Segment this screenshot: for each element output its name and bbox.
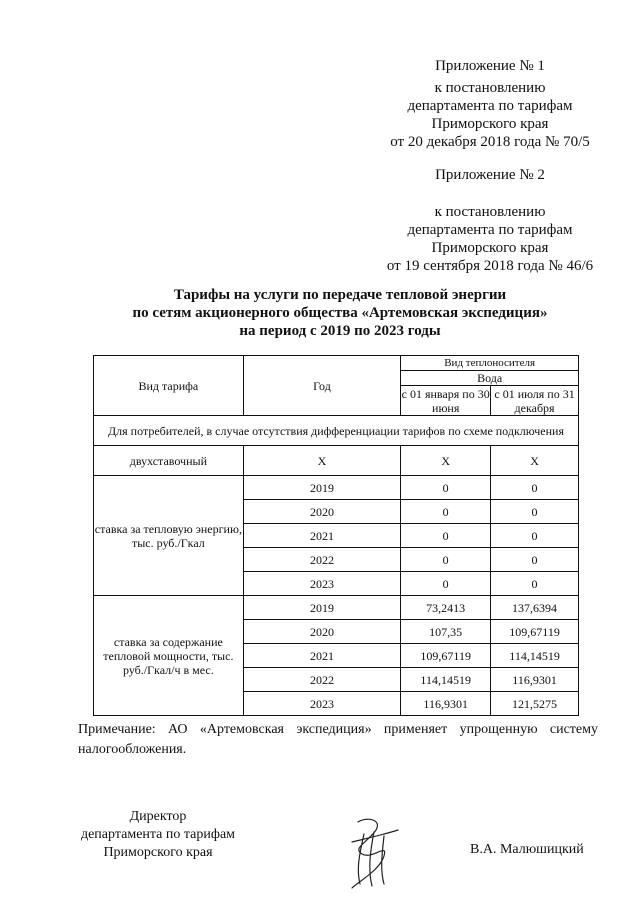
energy-p2: 0: [491, 524, 579, 548]
signer-title-line2: департамента по тарифам: [80, 827, 236, 842]
energy-year: 2022: [243, 548, 401, 572]
energy-p1: 0: [401, 524, 491, 548]
note-paragraph: Примечание: АО «Артемовская экспедиция» применяет упрощенную систему налогообложения.: [78, 722, 598, 757]
signer-title-line1: Директор: [129, 809, 187, 824]
capacity-p1: 116,9301: [401, 692, 491, 716]
appendix-2-line1: к постановлению: [434, 204, 546, 220]
title-line1: Тарифы на услуги по передаче тепловой энергии: [173, 287, 507, 303]
capacity-year: 2022: [243, 668, 401, 692]
title-line3: на период с 2019 по 2023 годы: [239, 323, 441, 339]
header-period-2: с 01 июля по 31 декабря: [491, 386, 579, 416]
appendix-1-line1: к постановлению: [434, 80, 546, 96]
energy-year: 2019: [243, 476, 401, 500]
consumers-row: Для потребителей, в случае отсутствия дифференциации тарифов по схеме подключения: [94, 416, 579, 446]
appendix-2-line3: Приморского края: [431, 240, 549, 256]
appendix-2-line4: от 19 сентября 2018 года № 46/6: [386, 258, 594, 274]
capacity-p2: 116,9301: [491, 668, 579, 692]
capacity-p2: 109,67119: [491, 620, 579, 644]
capacity-p1: 109,67119: [401, 644, 491, 668]
capacity-p2: 121,5275: [491, 692, 579, 716]
appendix-2-heading: Приложение № 2: [435, 167, 545, 183]
handwritten-signature: [338, 812, 408, 892]
appendix-1-line4: от 20 декабря 2018 года № 70/5: [390, 134, 590, 150]
two-part-label: двухставочный: [94, 446, 244, 476]
energy-rate-label: ставка за тепловую энергию, тыс. руб./Гкал: [94, 476, 244, 596]
header-year: Год: [243, 356, 401, 416]
table-row: [94, 476, 579, 500]
capacity-year: 2019: [243, 596, 401, 620]
capacity-p1: 107,35: [401, 620, 491, 644]
appendix-2-line2: департамента по тарифам: [407, 222, 573, 238]
header-tariff-type: Вид тарифа: [94, 356, 244, 416]
energy-p2: 0: [491, 500, 579, 524]
two-part-p2: X: [491, 446, 579, 476]
tariff-table: [93, 355, 579, 716]
energy-p2: 0: [491, 572, 579, 596]
appendix-1-heading: Приложение № 1: [435, 58, 545, 74]
energy-p1: 0: [401, 500, 491, 524]
energy-year: 2020: [243, 500, 401, 524]
two-part-p1: X: [401, 446, 491, 476]
capacity-p2: 137,6394: [491, 596, 579, 620]
energy-p2: 0: [491, 476, 579, 500]
title-line2: по сетям акционерного общества «Артемовская экспедиция»: [132, 305, 548, 321]
energy-year: 2023: [243, 572, 401, 596]
table-row: [94, 596, 579, 620]
header-period-1: с 01 января по 30 июня: [401, 386, 490, 415]
header-carrier-type: Вид теплоносителя: [401, 356, 579, 371]
appendix-1-line2: департамента по тарифам: [407, 98, 573, 114]
document-title: [60, 286, 620, 340]
capacity-p1: 73,2413: [401, 596, 491, 620]
appendix-1-line3: Приморского края: [431, 116, 549, 132]
capacity-rate-label: ставка за содержание тепловой мощности, тыс. руб./Гкал/ч в мес.: [94, 596, 244, 716]
capacity-year: 2020: [243, 620, 401, 644]
appendix-2-reference: [362, 203, 618, 275]
energy-p1: 0: [401, 476, 491, 500]
signer-name: В.А. Малюшицкий: [470, 842, 584, 857]
energy-p2: 0: [491, 548, 579, 572]
signer-title-line3: Приморского края: [103, 845, 213, 860]
two-part-year: X: [243, 446, 401, 476]
header-water: Вода: [401, 371, 579, 386]
capacity-year: 2021: [243, 644, 401, 668]
energy-p1: 0: [401, 572, 491, 596]
appendix-1-reference: [365, 79, 615, 151]
table-row: [94, 446, 579, 476]
energy-p1: 0: [401, 548, 491, 572]
capacity-p1: 114,14519: [401, 668, 491, 692]
energy-year: 2021: [243, 524, 401, 548]
capacity-p2: 114,14519: [491, 644, 579, 668]
capacity-year: 2023: [243, 692, 401, 716]
signer-title: [58, 808, 258, 862]
